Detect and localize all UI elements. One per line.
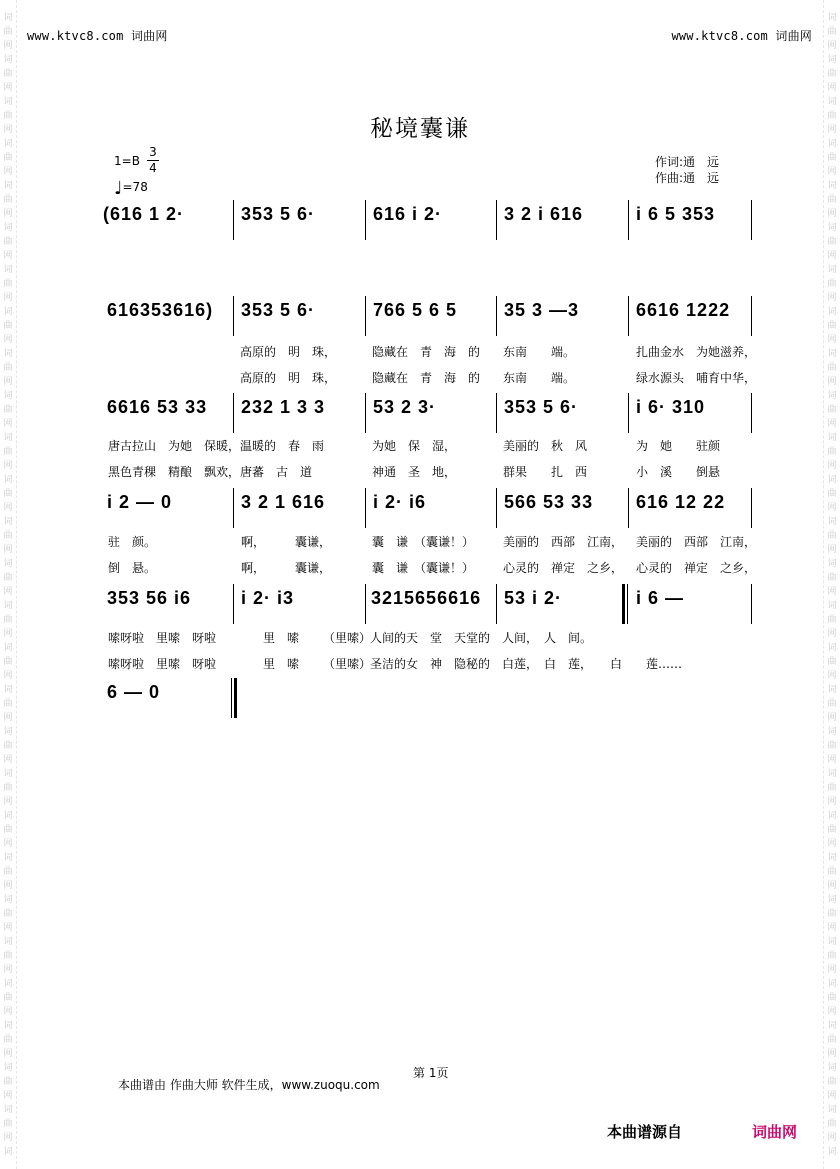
watermark-glyph: 曲 xyxy=(827,741,837,751)
source-brand[interactable]: 词曲网 xyxy=(752,1123,798,1141)
lyric-segment: 隐藏在 青 海 的 xyxy=(372,345,481,359)
watermark-glyph: 词 xyxy=(3,97,13,107)
lyric-segment: 神通 圣 地， xyxy=(372,465,457,479)
watermark-glyph: 网 xyxy=(827,209,837,219)
measure: 353 5 6· xyxy=(241,300,316,320)
lyric-segment: 隐藏在 青 海 的 xyxy=(372,371,481,385)
watermark-glyph: 曲 xyxy=(827,993,837,1003)
watermark-glyph: 网 xyxy=(3,671,13,681)
song-title: 秘境囊谦 xyxy=(370,116,470,142)
watermark-glyph: 词 xyxy=(3,559,13,569)
source-label: 本曲谱源自 xyxy=(607,1123,683,1141)
watermark-glyph: 网 xyxy=(3,377,13,387)
watermark-glyph: 词 xyxy=(827,349,837,359)
time-signature xyxy=(147,146,159,175)
watermark-glyph: 词 xyxy=(827,685,837,695)
measure: 35 3 —3 xyxy=(504,300,580,320)
tempo-value: =78 xyxy=(122,180,148,194)
measure: 353 5 6· xyxy=(504,397,579,417)
watermark-glyph: 词 xyxy=(827,1021,837,1031)
bar-line xyxy=(233,488,234,528)
watermark-glyph: 曲 xyxy=(827,615,837,625)
watermark-glyph: 网 xyxy=(3,335,13,345)
lyric-segment: 美丽的 西部 江南， xyxy=(636,535,757,549)
watermark-glyph: 词 xyxy=(3,517,13,527)
bar-line xyxy=(496,200,497,240)
watermark-glyph: 曲 xyxy=(3,69,13,79)
measure: 3 2 1 616 xyxy=(241,492,326,512)
measure: 566 53 33 xyxy=(504,492,594,512)
watermark-glyph: 词 xyxy=(3,1147,13,1157)
watermark-glyph: 词 xyxy=(3,979,13,989)
lyric-segment: 心灵的 禅定 之乡， xyxy=(503,561,624,575)
bar-line xyxy=(365,200,366,240)
score-row xyxy=(103,393,755,433)
lyric-segment: 高原的 明 珠， xyxy=(240,371,337,385)
bar-line xyxy=(628,488,629,528)
watermark-glyph: 曲 xyxy=(3,531,13,541)
watermark-glyph: 网 xyxy=(827,1049,837,1059)
bar-line xyxy=(628,200,629,240)
watermark-glyph: 词 xyxy=(827,433,837,443)
watermark-glyph: 词 xyxy=(827,979,837,989)
measure: 353 5 6· xyxy=(241,204,316,224)
score-row xyxy=(103,488,755,528)
watermark-glyph: 曲 xyxy=(827,279,837,289)
measure: 53 2 3· xyxy=(373,397,437,417)
watermark-glyph: 网 xyxy=(827,629,837,639)
measure: 6 — 0 xyxy=(107,682,161,702)
watermark-glyph: 网 xyxy=(827,503,837,513)
watermark-glyph: 网 xyxy=(3,419,13,429)
lyric-segment: 里 嗦 xyxy=(263,631,300,645)
lyric-segment: 为她 保 湿， xyxy=(372,439,457,453)
watermark-glyph: 网 xyxy=(827,83,837,93)
watermark-glyph: 网 xyxy=(3,1049,13,1059)
lyric-segment: （里嗦） xyxy=(323,631,372,645)
lyric-segment: 圣洁的女 神 隐秘的 白莲， 白 莲， 白 莲…… xyxy=(370,657,683,671)
watermark-glyph: 词 xyxy=(827,559,837,569)
lyric-segment: 心灵的 禅定 之乡， xyxy=(636,561,757,575)
watermark-glyph: 网 xyxy=(827,461,837,471)
measure: 616 i 2· xyxy=(373,204,443,224)
lyric-segment: 东南 端。 xyxy=(503,371,576,385)
watermark-glyph: 网 xyxy=(827,965,837,975)
watermark-glyph: 曲 xyxy=(827,447,837,457)
bar-line xyxy=(751,584,752,624)
watermark-glyph: 网 xyxy=(827,125,837,135)
bar-line xyxy=(365,584,366,624)
watermark-glyph: 网 xyxy=(827,377,837,387)
watermark-glyph: 词 xyxy=(827,727,837,737)
watermark-glyph: 词 xyxy=(3,475,13,485)
watermark-glyph: 网 xyxy=(827,1091,837,1101)
watermark-glyph: 曲 xyxy=(3,237,13,247)
watermark-glyph: 曲 xyxy=(3,1077,13,1087)
watermark-glyph: 曲 xyxy=(3,951,13,961)
watermark-glyph: 网 xyxy=(3,923,13,933)
watermark-glyph: 网 xyxy=(827,587,837,597)
watermark-glyph: 词 xyxy=(3,55,13,65)
watermark-glyph: 词 xyxy=(3,937,13,947)
watermark-glyph: 词 xyxy=(827,223,837,233)
watermark-glyph: 曲 xyxy=(3,699,13,709)
bar-line xyxy=(233,584,234,624)
measure: 353 56 i6 xyxy=(107,588,192,608)
measure: i 2· i3 xyxy=(241,588,295,608)
bar-line xyxy=(365,393,366,433)
watermark-glyph: 曲 xyxy=(827,69,837,79)
watermark-glyph: 曲 xyxy=(3,909,13,919)
measure: 3 2 i 616 xyxy=(504,204,584,224)
bar-line xyxy=(496,584,497,624)
measure: 616353616) xyxy=(107,300,214,320)
lyric-segment: 美丽的 秋 风 xyxy=(503,439,588,453)
lyric-segment: 为 她 驻颜 xyxy=(636,439,721,453)
watermark-glyph: 词 xyxy=(827,13,837,23)
bar-line xyxy=(751,296,752,336)
watermark-glyph: 曲 xyxy=(3,825,13,835)
watermark-glyph: 网 xyxy=(3,293,13,303)
watermark-glyph: 曲 xyxy=(3,993,13,1003)
watermark-glyph: 词 xyxy=(3,139,13,149)
bar-line xyxy=(233,296,234,336)
watermark-glyph: 词 xyxy=(3,433,13,443)
lyricist: 作词:通 远 xyxy=(655,155,720,169)
watermark-glyph: 词 xyxy=(827,139,837,149)
watermark-glyph: 曲 xyxy=(3,153,13,163)
credits xyxy=(655,154,719,186)
measure: 6616 53 33 xyxy=(107,397,208,417)
score-row xyxy=(103,200,755,240)
lyric-segment: 里 嗦 xyxy=(263,657,300,671)
bar-line xyxy=(496,393,497,433)
watermark-glyph: 曲 xyxy=(3,783,13,793)
bar-line xyxy=(628,296,629,336)
watermark-glyph: 曲 xyxy=(827,825,837,835)
watermark-glyph: 词 xyxy=(3,265,13,275)
measure: i 6 — xyxy=(636,588,685,608)
final-bar-line-thick xyxy=(234,678,237,718)
watermark-glyph: 网 xyxy=(3,83,13,93)
lyric-segment: 嗦呀啦 里嗦 呀啦 xyxy=(108,631,217,645)
watermark-glyph: 网 xyxy=(827,167,837,177)
left-watermark-strip xyxy=(0,0,17,1169)
watermark-glyph: 网 xyxy=(3,1091,13,1101)
quarter-note-icon: ♩ xyxy=(114,178,123,199)
watermark-glyph: 词 xyxy=(827,643,837,653)
watermark-glyph: 曲 xyxy=(3,615,13,625)
repeat-bar-line xyxy=(622,584,625,624)
watermark-glyph: 网 xyxy=(3,461,13,471)
watermark-glyph: 网 xyxy=(3,797,13,807)
lyric-segment: 绿水源头 哺育中华， xyxy=(636,371,757,385)
measure: i 6· 310 xyxy=(636,397,706,417)
watermark-glyph: 网 xyxy=(3,41,13,51)
measure: 3215656616 xyxy=(371,588,482,608)
watermark-glyph: 词 xyxy=(3,181,13,191)
watermark-glyph: 词 xyxy=(827,601,837,611)
bar-line xyxy=(496,488,497,528)
lyric-segment: 美丽的 西部 江南， xyxy=(503,535,624,549)
bar-line xyxy=(751,393,752,433)
composer: 作曲:通 远 xyxy=(655,171,720,185)
measure: i 2· i6 xyxy=(373,492,427,512)
header-left-site[interactable]: www.ktvc8.com 词曲网 xyxy=(27,29,168,43)
key-signature: 1=B xyxy=(114,154,140,168)
lyric-segment: 小 溪 倒悬 xyxy=(636,465,721,479)
watermark-glyph: 网 xyxy=(3,251,13,261)
watermark-glyph: 曲 xyxy=(827,27,837,37)
watermark-glyph: 曲 xyxy=(827,699,837,709)
watermark-glyph: 曲 xyxy=(3,405,13,415)
watermark-glyph: 词 xyxy=(3,1105,13,1115)
watermark-glyph: 词 xyxy=(3,727,13,737)
lyric-segment: 嗦呀啦 里嗦 呀啦 xyxy=(108,657,217,671)
watermark-glyph: 网 xyxy=(827,839,837,849)
watermark-glyph: 词 xyxy=(827,769,837,779)
watermark-glyph: 曲 xyxy=(827,1035,837,1045)
watermark-glyph: 网 xyxy=(827,293,837,303)
watermark-glyph: 网 xyxy=(3,839,13,849)
lyric-segment: 东南 端。 xyxy=(503,345,576,359)
watermark-glyph: 网 xyxy=(3,713,13,723)
watermark-glyph: 曲 xyxy=(827,111,837,121)
bar-line xyxy=(628,393,629,433)
lyric-segment: 囊 谦 （囊谦！） xyxy=(372,535,475,549)
watermark-glyph: 曲 xyxy=(3,489,13,499)
final-bar-line xyxy=(231,678,232,718)
bar-line xyxy=(365,296,366,336)
watermark-glyph: 曲 xyxy=(3,1119,13,1129)
lyric-segment: 黑色青稞 精酿 飘欢，唐蕃 古 道 xyxy=(108,465,313,479)
watermark-glyph: 曲 xyxy=(3,363,13,373)
watermark-glyph: 词 xyxy=(3,895,13,905)
watermark-glyph: 词 xyxy=(827,895,837,905)
watermark-glyph: 曲 xyxy=(3,867,13,877)
watermark-glyph: 网 xyxy=(3,755,13,765)
watermark-glyph: 词 xyxy=(3,1063,13,1073)
watermark-glyph: 曲 xyxy=(827,951,837,961)
watermark-glyph: 词 xyxy=(3,391,13,401)
watermark-glyph: 曲 xyxy=(3,111,13,121)
watermark-glyph: 网 xyxy=(3,587,13,597)
watermark-glyph: 词 xyxy=(827,517,837,527)
repeat-bar-line-thin xyxy=(627,584,628,624)
watermark-glyph: 网 xyxy=(3,965,13,975)
watermark-glyph: 词 xyxy=(827,1105,837,1115)
watermark-glyph: 词 xyxy=(3,349,13,359)
watermark-glyph: 曲 xyxy=(827,363,837,373)
measure: i 2 — 0 xyxy=(107,492,173,512)
watermark-glyph: 网 xyxy=(3,545,13,555)
bar-line xyxy=(496,296,497,336)
watermark-glyph: 曲 xyxy=(827,405,837,415)
watermark-glyph: 网 xyxy=(827,545,837,555)
bar-line xyxy=(365,488,366,528)
watermark-glyph: 曲 xyxy=(827,1119,837,1129)
watermark-glyph: 网 xyxy=(3,1007,13,1017)
lyric-segment: 人间的天 堂 天堂的 人间， 人 间。 xyxy=(370,631,593,645)
watermark-glyph: 网 xyxy=(827,1007,837,1017)
bar-line xyxy=(233,200,234,240)
generator-note: 本曲谱由 作曲大师 软件生成，www.zuoqu.com xyxy=(118,1078,380,1092)
watermark-glyph: 网 xyxy=(3,209,13,219)
watermark-glyph: 网 xyxy=(827,1133,837,1143)
lyric-segment: 啊， 囊谦， xyxy=(241,561,332,575)
watermark-glyph: 网 xyxy=(3,629,13,639)
watermark-glyph: 词 xyxy=(827,475,837,485)
watermark-glyph: 曲 xyxy=(827,195,837,205)
watermark-glyph: 网 xyxy=(3,881,13,891)
measure: 232 1 3 3 xyxy=(241,397,326,417)
bar-line xyxy=(751,488,752,528)
watermark-glyph: 曲 xyxy=(827,153,837,163)
watermark-glyph: 词 xyxy=(3,811,13,821)
watermark-glyph: 词 xyxy=(827,853,837,863)
watermark-glyph: 曲 xyxy=(827,321,837,331)
watermark-glyph: 词 xyxy=(3,1021,13,1031)
lyric-segment: 扎曲金水 为她滋养， xyxy=(636,345,757,359)
measure: 616 12 22 xyxy=(636,492,726,512)
lyric-segment: （里嗦） xyxy=(323,657,372,671)
watermark-glyph: 网 xyxy=(827,251,837,261)
lyric-segment: 倒 悬。 xyxy=(108,561,157,575)
watermark-glyph: 网 xyxy=(827,713,837,723)
watermark-glyph: 曲 xyxy=(3,27,13,37)
measure: (616 1 2· xyxy=(103,204,185,224)
watermark-glyph: 词 xyxy=(3,223,13,233)
watermark-glyph: 词 xyxy=(827,55,837,65)
watermark-glyph: 曲 xyxy=(3,321,13,331)
watermark-glyph: 网 xyxy=(827,923,837,933)
lyric-segment: 啊， 囊谦， xyxy=(241,535,332,549)
measure: 53 i 2· xyxy=(504,588,563,608)
watermark-glyph: 曲 xyxy=(827,531,837,541)
score-row xyxy=(103,678,755,718)
measure: i 6 5 353 xyxy=(636,204,716,224)
lyric-segment: 高原的 明 珠， xyxy=(240,345,337,359)
bar-line xyxy=(233,393,234,433)
watermark-glyph: 词 xyxy=(3,853,13,863)
watermark-glyph: 网 xyxy=(827,419,837,429)
watermark-glyph: 网 xyxy=(827,671,837,681)
watermark-glyph: 曲 xyxy=(827,783,837,793)
lyric-segment: 群果 扎 西 xyxy=(503,465,588,479)
lyric-segment: 唐古拉山 为她 保暖，温暖的 春 雨 xyxy=(108,439,325,453)
watermark-glyph: 曲 xyxy=(3,447,13,457)
watermark-glyph: 曲 xyxy=(3,1035,13,1045)
bar-line xyxy=(751,200,752,240)
watermark-glyph: 网 xyxy=(3,1133,13,1143)
watermark-glyph: 网 xyxy=(827,797,837,807)
watermark-glyph: 曲 xyxy=(827,489,837,499)
lyric-segment: 囊 谦 （囊谦！） xyxy=(372,561,475,575)
watermark-glyph: 网 xyxy=(827,755,837,765)
watermark-glyph: 曲 xyxy=(827,909,837,919)
watermark-glyph: 词 xyxy=(827,1147,837,1157)
watermark-glyph: 曲 xyxy=(827,573,837,583)
measure: 6616 1222 xyxy=(636,300,731,320)
watermark-glyph: 网 xyxy=(3,503,13,513)
tempo-marking xyxy=(114,178,148,199)
time-signature-top: 3 xyxy=(149,145,157,159)
watermark-glyph: 曲 xyxy=(3,741,13,751)
time-signature-bottom: 4 xyxy=(149,161,157,175)
watermark-glyph: 网 xyxy=(3,125,13,135)
watermark-glyph: 网 xyxy=(827,881,837,891)
score-row xyxy=(103,584,755,624)
measure: 766 5 6 5 xyxy=(373,300,458,320)
watermark-glyph: 词 xyxy=(827,811,837,821)
watermark-glyph: 词 xyxy=(3,601,13,611)
watermark-glyph: 曲 xyxy=(3,573,13,583)
watermark-glyph: 词 xyxy=(827,391,837,401)
watermark-glyph: 词 xyxy=(827,265,837,275)
watermark-glyph: 曲 xyxy=(827,237,837,247)
lyric-segment: 驻 颜。 xyxy=(108,535,157,549)
watermark-glyph: 曲 xyxy=(827,1077,837,1087)
watermark-glyph: 网 xyxy=(3,167,13,177)
watermark-glyph: 词 xyxy=(3,769,13,779)
watermark-glyph: 词 xyxy=(3,307,13,317)
page-number: 第 1页 xyxy=(413,1066,449,1080)
watermark-glyph: 词 xyxy=(827,307,837,317)
watermark-glyph: 词 xyxy=(3,685,13,695)
header-right-site[interactable]: www.ktvc8.com 词曲网 xyxy=(671,29,812,43)
watermark-glyph: 曲 xyxy=(827,657,837,667)
watermark-glyph: 网 xyxy=(827,335,837,345)
watermark-glyph: 词 xyxy=(827,937,837,947)
watermark-glyph: 词 xyxy=(827,181,837,191)
right-watermark-strip xyxy=(823,0,840,1169)
watermark-glyph: 曲 xyxy=(3,279,13,289)
score-row xyxy=(103,296,755,336)
watermark-glyph: 网 xyxy=(827,41,837,51)
watermark-glyph: 曲 xyxy=(3,195,13,205)
watermark-glyph: 词 xyxy=(827,1063,837,1073)
watermark-glyph: 词 xyxy=(827,97,837,107)
watermark-glyph: 曲 xyxy=(3,657,13,667)
watermark-glyph: 曲 xyxy=(827,867,837,877)
watermark-glyph: 词 xyxy=(3,643,13,653)
watermark-glyph: 词 xyxy=(3,13,13,23)
